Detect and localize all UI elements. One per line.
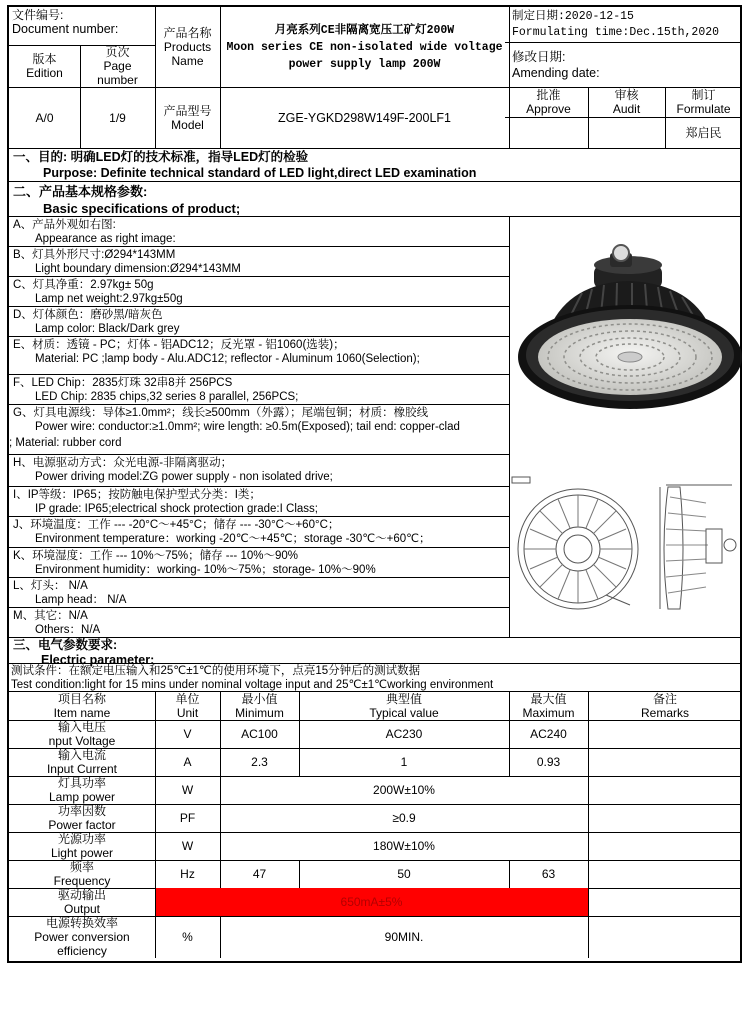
product-model-en: Model <box>171 117 204 132</box>
table-cell-max: 0.93 <box>536 755 561 769</box>
table-cell-remarks <box>588 748 742 776</box>
formulator-name: 郑启民 <box>685 125 722 140</box>
test-condition <box>11 664 739 692</box>
amending-date <box>512 49 742 81</box>
spec-row-cn: K、环境湿度：工作 --- 10%～75%；储存 --- 10%～90% <box>13 550 298 562</box>
column-header-en: Item name <box>53 705 111 720</box>
spec-row-en: Light boundary dimension:Ø294*143MM <box>35 263 241 275</box>
amending-date-cn: 修改日期: <box>512 50 566 64</box>
doc-number-label-en: Document number: <box>12 22 119 36</box>
table-row-name-cn: 频率 <box>69 860 94 874</box>
table-row-name-en2: efficiency <box>57 944 107 958</box>
purpose-heading <box>13 149 733 181</box>
table-row-name <box>9 916 155 958</box>
column-header <box>509 691 588 720</box>
lamp-drawing <box>510 473 742 613</box>
table-row-name-cn: 功率因数 <box>57 804 106 818</box>
spec-row <box>9 217 509 247</box>
spec-row-en: IP grade: IP65;electrical shock protection grade:I Class; <box>35 503 318 515</box>
table-row-name <box>9 832 155 860</box>
spec-row-en: Material: PC ;lamp body - Alu.ADC12; reflector - Aluminum 1060(Selection); <box>35 353 420 365</box>
spec-row-cn: D、灯体颜色：磨砂黑/暗灰色 <box>13 309 163 321</box>
table-row-name-cn: 驱动输出 <box>57 888 106 902</box>
table-cell-remarks <box>588 860 742 888</box>
spec-row-en: Power driving model:ZG power supply - non isolated drive; <box>35 471 333 483</box>
product-title-en2: power supply lamp 200W <box>288 57 441 71</box>
spec-row-cn: A、产品外观如右图: <box>13 219 116 231</box>
formulating-date-en: Formulating time:Dec.15th,2020 <box>512 26 720 39</box>
table-cell-min: AC100 <box>241 727 278 741</box>
spec-row <box>9 337 509 375</box>
edition-label <box>9 45 80 87</box>
table-cell-min: 2.3 <box>251 755 268 769</box>
table-row-name-cn: 光源功率 <box>57 832 106 846</box>
electrical-cn: 三、电气参数要求: <box>13 638 118 652</box>
page-number-label <box>80 45 155 87</box>
edition-label-cn: 版本 <box>32 52 57 66</box>
table-row-name-cn: 输入电压 <box>57 720 106 734</box>
table-cell-remarks <box>588 916 742 958</box>
spec-row <box>9 455 509 487</box>
table-row-name-en: Frequency <box>53 874 111 888</box>
column-header <box>220 691 299 720</box>
column-header-cn: 单位 <box>175 691 200 706</box>
product-title <box>220 7 509 87</box>
spec-row-cn: H、电源驱动方式：众光电源-非隔离驱动； <box>13 457 233 469</box>
spec-row-en-cont: ; Material: rubber cord <box>9 437 122 449</box>
table-cell-remarks <box>588 776 742 804</box>
lamp-photo <box>510 217 742 469</box>
column-header-cn: 典型值 <box>385 691 422 706</box>
column-header <box>155 691 220 720</box>
column-header <box>9 691 155 720</box>
column-header-en: Unit <box>176 705 199 720</box>
product-title-cn: 月亮系列CE非隔离宽压工矿灯200W <box>274 23 455 37</box>
spec-row <box>9 608 509 637</box>
spec-row-cn: L、灯头： N/A <box>13 580 88 592</box>
spec-row-en: LED Chip: 2835 chips,32 series 8 parallel, 256PCS; <box>35 391 299 403</box>
spec-row <box>9 307 509 337</box>
table-row-name <box>9 720 155 748</box>
page-label-en2: number <box>97 73 138 87</box>
product-model-label <box>155 87 220 148</box>
table-cell-max: AC240 <box>530 727 567 741</box>
table-cell-value: 90MIN. <box>384 930 424 944</box>
spec-row-en: Appearance as right image: <box>35 233 176 245</box>
product-name-cn: 产品名称 <box>163 26 212 40</box>
table-row-name <box>9 888 155 916</box>
table-row-name-cn: 灯具功率 <box>57 776 106 790</box>
spec-row-cn: C、灯具净重：2.97kg± 50g <box>13 279 154 291</box>
column-header-cn: 最小值 <box>241 691 278 706</box>
formulate-cn: 制订 <box>691 88 716 102</box>
doc-number-label <box>12 8 152 36</box>
spec-row <box>9 405 509 455</box>
basic-spec-cn: 二、产品基本规格参数: <box>13 184 148 199</box>
formulate-en: Formulate <box>676 102 731 116</box>
spec-row-cn: M、其它：N/A <box>13 610 88 622</box>
spec-row-cn: F、LED Chip：2835灯珠 32串8并 256PCS <box>13 377 233 389</box>
spec-row <box>9 548 509 578</box>
spec-row-en: Lamp color: Black/Dark grey <box>35 323 180 335</box>
spec-row-cn: G、灯具电源线：导体≥1.0mm²；线长≥500mm（外露）；尾端包铜；材质：橡胶线 <box>13 407 429 419</box>
product-model-cn: 产品型号 <box>163 103 212 118</box>
table-row-name-en: Input Current <box>46 762 118 776</box>
column-header-cn: 项目名称 <box>57 691 106 706</box>
product-name-en2: Name <box>171 54 204 68</box>
table-cell-unit: V <box>183 727 192 741</box>
basic-spec-en: Basic specifications of product; <box>43 201 241 216</box>
table-cell-output: 650mA±5% <box>155 888 588 916</box>
spec-row-cn: E、材质：透镜 - PC；灯体 - 铝ADC12；反光罩 - 铝1060(选装)； <box>13 339 345 351</box>
spec-row <box>9 487 509 517</box>
purpose-cn: 一、目的: 明确LED灯的技术标准，指导LED灯的检验 <box>13 150 309 164</box>
approve-en: Approve <box>526 102 571 116</box>
page-label-en1: Page <box>103 59 132 73</box>
table-cell-value: ≥0.9 <box>392 811 416 825</box>
purpose-en: Purpose: Definite technical standard of LED light,direct LED examination <box>43 166 477 180</box>
column-header-en: Remarks <box>640 705 689 720</box>
table-row-name-en: Lamp power <box>48 790 116 804</box>
spec-row-en: Lamp head： N/A <box>35 594 127 606</box>
table-row-name <box>9 804 155 832</box>
column-header-cn: 备注 <box>652 691 677 706</box>
spec-row-cn: I、IP等级：IP65；按防触电保护型式分类：I类； <box>13 489 261 501</box>
table-row-name-en: Power factor <box>48 818 116 832</box>
spec-row-cn: B、灯具外形尺寸:Ø294*143MM <box>13 249 176 261</box>
table-row-name-cn: 输入电流 <box>57 748 106 762</box>
spec-row <box>9 375 509 405</box>
spec-row-en: Lamp net weight:2.97kg±50g <box>35 293 183 305</box>
spec-row <box>9 517 509 548</box>
table-cell-value: 200W±10% <box>373 783 435 797</box>
product-model-value: ZGE-YGKD298W149F-200LF1 <box>278 110 451 125</box>
spec-row-en: Power wire: conductor:≥1.0mm²; wire length: ≥0.5m(Exposed); tail end: copper-clad <box>35 421 460 433</box>
table-cell-unit: A <box>183 755 192 769</box>
test-condition-en: Test condition:light for 15 mins under nominal voltage input and 25℃±1℃working environment <box>11 679 494 691</box>
table-cell-typ: 50 <box>397 867 411 881</box>
spec-row-en: Environment temperature：working -20℃～+45℃；storage -30℃～+60℃； <box>35 533 431 545</box>
table-cell-typ: AC230 <box>385 727 423 741</box>
basic-spec-heading <box>13 183 733 217</box>
edition-value: A/0 <box>35 110 54 125</box>
spec-row-en: Environment humidity：working- 10%～75%；storage- 10%～90% <box>35 564 376 576</box>
column-header-en: Typical value <box>369 705 439 720</box>
column-header <box>299 691 509 720</box>
table-row-name-en: Light power <box>50 846 114 860</box>
column-header-en: Maximum <box>522 705 575 720</box>
spec-row <box>9 578 509 608</box>
page-label-cn: 页次 <box>105 45 130 59</box>
table-row-name <box>9 860 155 888</box>
table-cell-remarks <box>588 720 742 748</box>
table-cell-remarks <box>588 888 742 916</box>
table-cell-typ: 1 <box>400 755 408 769</box>
table-cell-remarks <box>588 832 742 860</box>
table-cell-max: 63 <box>541 867 556 881</box>
table-cell-unit: W <box>181 783 194 797</box>
table-cell-unit: Hz <box>180 867 195 881</box>
table-cell-min: 47 <box>252 867 267 881</box>
column-header-en: Minimum <box>235 705 284 720</box>
audit-cn: 审核 <box>614 88 639 102</box>
approve-label <box>509 87 588 117</box>
table-row-name-en: Output <box>63 902 101 916</box>
table-row-name-en: nput Voltage <box>48 734 116 748</box>
test-condition-cn: 测试条件：在额定电压输入和25℃±1℃的使用环境下，点亮15分钟后的测试数据 <box>11 665 421 677</box>
product-title-en1: Moon series CE non-isolated wide voltage <box>226 40 503 54</box>
table-row-name-cn: 电源转换效率 <box>45 916 118 930</box>
audit-en: Audit <box>612 102 641 116</box>
table-cell-remarks <box>588 804 742 832</box>
table-cell-value: 180W±10% <box>373 839 435 853</box>
table-cell-unit: % <box>182 930 193 944</box>
spec-row-en: Others：N/A <box>35 624 101 636</box>
table-row-name <box>9 748 155 776</box>
doc-number-label-cn: 文件编号: <box>12 8 64 22</box>
electrical-en: Electric parameter: <box>41 653 155 667</box>
table-cell-unit: W <box>181 839 194 853</box>
spec-row <box>9 277 509 307</box>
table-row-name <box>9 776 155 804</box>
table-cell-unit: PF <box>179 811 196 825</box>
column-header <box>588 691 742 720</box>
spec-sheet <box>7 5 742 963</box>
spec-row <box>9 247 509 277</box>
formulate-label <box>665 87 742 117</box>
product-name-label <box>155 7 220 87</box>
formulating-date-cn: 制定日期:2020-12-15 <box>512 10 634 23</box>
audit-label <box>588 87 665 117</box>
edition-label-en: Edition <box>26 66 63 80</box>
column-header-cn: 最大值 <box>530 691 567 706</box>
spec-row-cn: J、环境温度：工作 --- -20°C～+45°C；储存 --- -30°C～+60°C； <box>13 519 340 531</box>
table-row-name-en: Power conversion <box>34 930 130 944</box>
approve-cn: 批准 <box>536 88 561 102</box>
formulating-date <box>512 9 742 41</box>
page-value: 1/9 <box>109 110 126 125</box>
product-name-en1: Products <box>163 40 212 54</box>
amending-date-en: Amending date: <box>512 66 600 80</box>
